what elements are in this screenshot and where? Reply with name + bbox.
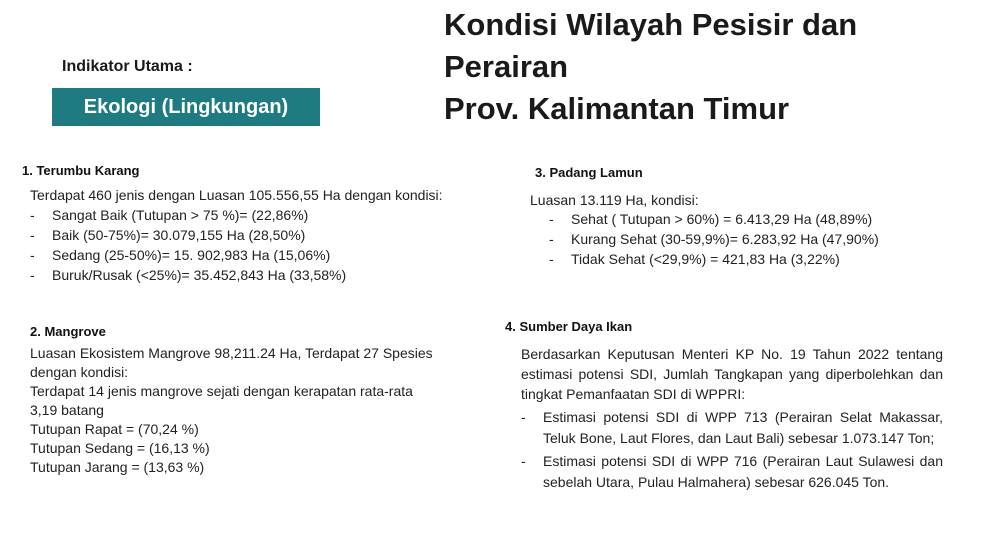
list-item: - Kurang Sehat (30-59,9%)= 6.283,92 Ha (47,90%) (549, 229, 879, 249)
mangrove-line: Terdapat 14 jenis mangrove sejati dengan kerapatan rata-rata (30, 383, 413, 399)
ikan-intro: Berdasarkan Keputusan Menteri KP No. 19 Tahun 2022 tentang estimasi potensi SDI, Jumlah Tangkapan yang diperbolehkan dan tingkat Pemanfaatan SDI di WPPRI: (521, 346, 943, 402)
mangrove-line: 3,19 batang (30, 402, 104, 418)
list-item: - Estimasi potensi SDI di WPP 716 (Perairan Laut Sulawesi dan sebelah Utara, Pulau Halmahera) sebesar 626.045 Ton. (521, 451, 943, 493)
mangrove-line: Tutupan Sedang = (16,13 %) (30, 440, 210, 456)
page-title (444, 4, 984, 130)
list-item: - Baik (50-75%)= 30.079,155 Ha (28,50%) (30, 225, 346, 245)
mangrove-line: Luasan Ekosistem Mangrove 98,211.24 Ha, Terdapat 27 Spesies (30, 345, 433, 361)
mangrove-text (30, 344, 433, 477)
padang-title: 3. Padang Lamun (535, 165, 643, 180)
padang-intro: Luasan 13.119 Ha, kondisi: (530, 192, 699, 208)
mangrove-line: Tutupan Jarang = (13,63 %) (30, 459, 205, 475)
list-item: - Buruk/Rusak (<25%)= 35.452,843 Ha (33,58%) (30, 265, 346, 285)
ikan-list (521, 407, 943, 493)
list-item: - Tidak Sehat (<29,9%) = 421,83 Ha (3,22%) (549, 249, 879, 269)
mangrove-line: dengan kondisi: (30, 364, 129, 380)
indikator-label: Indikator Utama : (62, 58, 193, 75)
ekologi-badge: Ekologi (Lingkungan) (52, 88, 320, 126)
terumbu-title: 1. Terumbu Karang (22, 163, 140, 178)
list-item: - Estimasi potensi SDI di WPP 713 (Perairan Selat Makassar, Teluk Bone, Laut Flores, dan Laut Bali) sebesar 1.073.147 Ton; (521, 407, 943, 449)
padang-list (549, 209, 879, 269)
list-item: - Sehat ( Tutupan > 60%) = 6.413,29 Ha (48,89%) (549, 209, 879, 229)
mangrove-line: Tutupan Rapat = (70,24 %) (30, 421, 199, 437)
mangrove-title: 2. Mangrove (30, 324, 106, 339)
list-item: - Sedang (25-50%)= 15. 902,983 Ha (15,06%) (30, 245, 346, 265)
ikan-title: 4. Sumber Daya Ikan (505, 319, 633, 334)
terumbu-list (30, 205, 346, 285)
terumbu-intro: Terdapat 460 jenis dengan Luasan 105.556,55 Ha dengan kondisi: (30, 187, 443, 203)
title-line-2: Prov. Kalimantan Timur (444, 91, 790, 126)
title-line-1: Kondisi Wilayah Pesisir dan Perairan (444, 7, 858, 84)
list-item: - Sangat Baik (Tutupan > 75 %)= (22,86%) (30, 205, 346, 225)
